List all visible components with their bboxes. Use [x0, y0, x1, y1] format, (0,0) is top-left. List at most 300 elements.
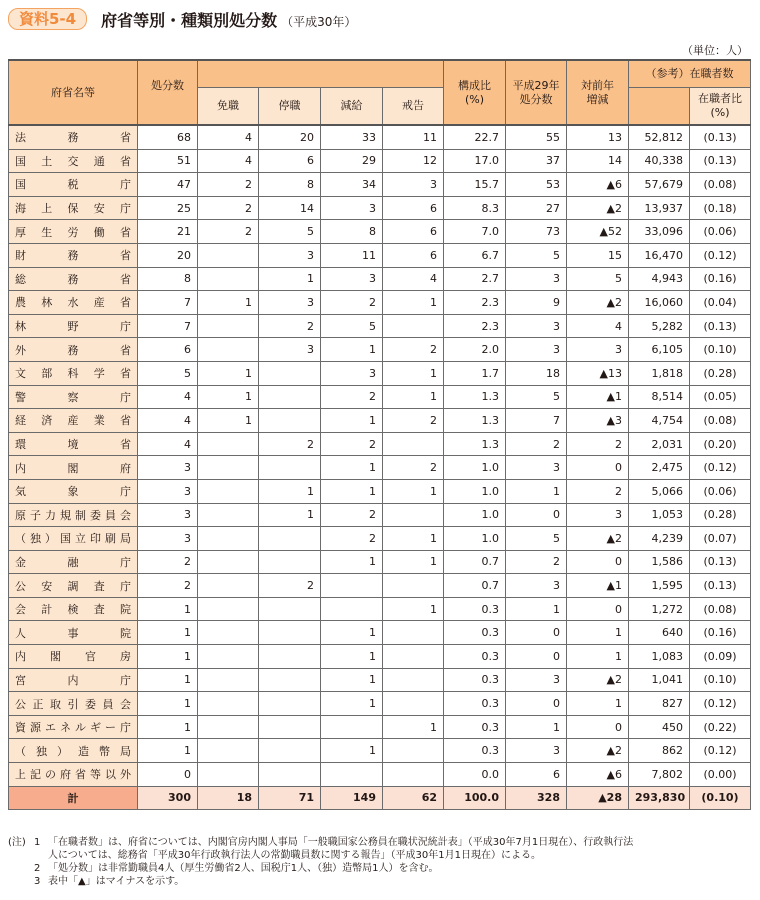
table-row	[9, 597, 751, 621]
cell-agency: 海上保安庁	[9, 196, 138, 220]
cell-total: 25	[138, 196, 198, 220]
cell-change: 2	[567, 432, 629, 456]
cell-reprimand	[383, 314, 444, 338]
cell-staff: 8,514	[629, 385, 690, 409]
cell-prev-year: 55	[506, 125, 567, 149]
cell-staff-ratio: (0.13)	[690, 125, 751, 149]
table-row	[9, 456, 751, 480]
cell-prev-year: 9	[506, 291, 567, 315]
cell-reprimand: 1	[383, 715, 444, 739]
cell-change: ▲1	[567, 574, 629, 598]
cell-total: 3	[138, 527, 198, 551]
cell-pay-cut: 1	[321, 739, 383, 763]
cell-agency: 宮内庁	[9, 668, 138, 692]
cell-change: ▲52	[567, 220, 629, 244]
cell-pay-cut: 149	[321, 786, 383, 810]
cell-staff-ratio: (0.28)	[690, 503, 751, 527]
cell-reprimand: 1	[383, 291, 444, 315]
col-change	[567, 60, 629, 125]
cell-prev-year: 5	[506, 527, 567, 551]
cell-change: 2	[567, 479, 629, 503]
col-staff-ratio	[690, 88, 751, 126]
cell-reprimand: 1	[383, 597, 444, 621]
cell-staff: 13,937	[629, 196, 690, 220]
cell-dismissal	[198, 338, 259, 362]
cell-pay-cut	[321, 574, 383, 598]
cell-change: 14	[567, 149, 629, 173]
cell-reprimand	[383, 763, 444, 787]
cell-staff: 1,083	[629, 645, 690, 669]
cell-suspension: 2	[259, 432, 321, 456]
cell-agency: 林野庁	[9, 314, 138, 338]
cell-staff-ratio: (0.28)	[690, 361, 751, 385]
cell-reprimand: 1	[383, 361, 444, 385]
cell-prev-year: 3	[506, 668, 567, 692]
note-indent	[8, 875, 34, 888]
table-row	[9, 621, 751, 645]
cell-ratio: 1.3	[444, 385, 506, 409]
cell-staff: 52,812	[629, 125, 690, 149]
cell-suspension: 3	[259, 291, 321, 315]
note-number: 2	[34, 863, 41, 874]
cell-total: 1	[138, 597, 198, 621]
cell-agency: 公正取引委員会	[9, 692, 138, 716]
cell-ratio: 1.3	[444, 409, 506, 433]
cell-staff: 827	[629, 692, 690, 716]
cell-change: 0	[567, 456, 629, 480]
table-row	[9, 527, 751, 551]
cell-pay-cut: 2	[321, 432, 383, 456]
cell-dismissal: 1	[198, 385, 259, 409]
cell-pay-cut: 2	[321, 385, 383, 409]
cell-reprimand: 1	[383, 550, 444, 574]
cell-pay-cut: 1	[321, 621, 383, 645]
cell-pay-cut: 2	[321, 527, 383, 551]
cell-dismissal	[198, 574, 259, 598]
table-row	[9, 125, 751, 149]
table-row	[9, 314, 751, 338]
table-row	[9, 409, 751, 433]
cell-dismissal	[198, 739, 259, 763]
cell-prev-year: 328	[506, 786, 567, 810]
cell-change: 1	[567, 621, 629, 645]
cell-dismissal: 4	[198, 125, 259, 149]
cell-pay-cut: 8	[321, 220, 383, 244]
cell-staff-ratio: (0.05)	[690, 385, 751, 409]
cell-agency: 国税庁	[9, 173, 138, 197]
cell-change: ▲2	[567, 739, 629, 763]
cell-staff-ratio: (0.10)	[690, 668, 751, 692]
cell-total: 1	[138, 692, 198, 716]
cell-staff: 1,041	[629, 668, 690, 692]
cell-ratio: 0.7	[444, 550, 506, 574]
cell-agency: 総務省	[9, 267, 138, 291]
cell-suspension	[259, 456, 321, 480]
cell-prev-year: 73	[506, 220, 567, 244]
cell-total: 4	[138, 432, 198, 456]
col-change-line1: 対前年	[581, 78, 614, 92]
cell-dismissal	[198, 715, 259, 739]
cell-agency: 内閣官房	[9, 645, 138, 669]
cell-suspension: 8	[259, 173, 321, 197]
cell-staff: 4,943	[629, 267, 690, 291]
table-row	[9, 668, 751, 692]
cell-suspension	[259, 527, 321, 551]
cell-suspension: 3	[259, 243, 321, 267]
cell-staff: 4,239	[629, 527, 690, 551]
cell-dismissal	[198, 314, 259, 338]
cell-reprimand: 3	[383, 173, 444, 197]
cell-total: 0	[138, 763, 198, 787]
cell-change: ▲2	[567, 291, 629, 315]
col-total: 処分数	[138, 60, 198, 125]
cell-staff-ratio: (0.07)	[690, 527, 751, 551]
cell-total: 68	[138, 125, 198, 149]
table-row	[9, 385, 751, 409]
title-bar	[8, 7, 356, 31]
cell-dismissal	[198, 267, 259, 291]
cell-total: 51	[138, 149, 198, 173]
table-row	[9, 196, 751, 220]
cell-prev-year: 1	[506, 597, 567, 621]
cell-prev-year: 27	[506, 196, 567, 220]
cell-ratio: 0.3	[444, 597, 506, 621]
note-1-line2: 人については、総務省「平成30年行政執行法人の常勤職員数に関する報告」（平成30年1月1日現在）による。	[48, 850, 541, 861]
cell-agency: 外務省	[9, 338, 138, 362]
disciplinary-table	[8, 59, 751, 810]
cell-staff: 1,053	[629, 503, 690, 527]
cell-prev-year: 3	[506, 267, 567, 291]
cell-total: 1	[138, 621, 198, 645]
cell-change: 0	[567, 550, 629, 574]
cell-prev-year: 0	[506, 692, 567, 716]
col-reprimand: 戒告	[383, 88, 444, 126]
col-type-group	[198, 60, 444, 88]
cell-suspension: 6	[259, 149, 321, 173]
cell-pay-cut: 3	[321, 196, 383, 220]
note-text: 表中「▲」はマイナスを示す。	[48, 876, 185, 887]
cell-suspension: 20	[259, 125, 321, 149]
col-staff	[629, 88, 690, 126]
cell-staff-ratio: (0.08)	[690, 597, 751, 621]
cell-ratio: 100.0	[444, 786, 506, 810]
cell-staff-ratio: (0.13)	[690, 574, 751, 598]
cell-staff: 862	[629, 739, 690, 763]
cell-staff: 293,830	[629, 786, 690, 810]
cell-agency: 内閣府	[9, 456, 138, 480]
cell-ratio: 0.3	[444, 692, 506, 716]
cell-staff-ratio: (0.13)	[690, 149, 751, 173]
cell-prev-year: 18	[506, 361, 567, 385]
notes	[8, 836, 756, 888]
cell-dismissal: 1	[198, 291, 259, 315]
cell-ratio: 2.3	[444, 291, 506, 315]
cell-ratio: 0.3	[444, 739, 506, 763]
cell-prev-year: 2	[506, 432, 567, 456]
cell-agency: 文部科学省	[9, 361, 138, 385]
cell-dismissal: 1	[198, 409, 259, 433]
cell-agency: （独）国立印刷局	[9, 527, 138, 551]
cell-staff: 16,470	[629, 243, 690, 267]
cell-ratio: 0.7	[444, 574, 506, 598]
col-staff-ratio-line1: 在職者比	[698, 92, 742, 105]
cell-total: 6	[138, 338, 198, 362]
cell-suspension: 1	[259, 503, 321, 527]
cell-staff: 40,338	[629, 149, 690, 173]
cell-total: 3	[138, 503, 198, 527]
cell-agency: 気象庁	[9, 479, 138, 503]
cell-staff-ratio: (0.10)	[690, 786, 751, 810]
cell-prev-year: 2	[506, 550, 567, 574]
table-row	[9, 550, 751, 574]
document-badge: 資料5-4	[8, 8, 87, 30]
cell-total: 47	[138, 173, 198, 197]
cell-reprimand: 1	[383, 385, 444, 409]
table-row	[9, 338, 751, 362]
cell-ratio: 15.7	[444, 173, 506, 197]
cell-dismissal	[198, 763, 259, 787]
cell-change: ▲28	[567, 786, 629, 810]
table-row	[9, 243, 751, 267]
cell-staff-ratio: (0.12)	[690, 692, 751, 716]
cell-staff-ratio: (0.04)	[690, 291, 751, 315]
cell-prev-year: 3	[506, 574, 567, 598]
cell-total: 8	[138, 267, 198, 291]
cell-prev-year: 7	[506, 409, 567, 433]
cell-ratio: 1.0	[444, 503, 506, 527]
col-staff-group: （参考）在職者数	[629, 60, 751, 88]
cell-total: 1	[138, 668, 198, 692]
cell-pay-cut: 1	[321, 479, 383, 503]
cell-pay-cut	[321, 597, 383, 621]
cell-pay-cut	[321, 763, 383, 787]
cell-reprimand: 11	[383, 125, 444, 149]
cell-staff: 5,066	[629, 479, 690, 503]
cell-dismissal: 2	[198, 220, 259, 244]
cell-staff: 4,754	[629, 409, 690, 433]
cell-agency: 会計検査院	[9, 597, 138, 621]
table-row	[9, 291, 751, 315]
cell-change: 4	[567, 314, 629, 338]
table-row	[9, 503, 751, 527]
cell-staff: 7,802	[629, 763, 690, 787]
note-text: 「処分数」は非常勤職員4人（厚生労働省2人、国税庁1人、（独）造幣局1人）を含む。	[48, 863, 439, 874]
cell-staff-ratio: (0.16)	[690, 267, 751, 291]
cell-change: 3	[567, 338, 629, 362]
cell-suspension	[259, 763, 321, 787]
cell-reprimand	[383, 692, 444, 716]
cell-staff: 33,096	[629, 220, 690, 244]
cell-staff: 16,060	[629, 291, 690, 315]
col-pay-cut: 減給	[321, 88, 383, 126]
cell-total: 7	[138, 314, 198, 338]
cell-pay-cut: 1	[321, 692, 383, 716]
cell-agency: 警察庁	[9, 385, 138, 409]
cell-change: ▲6	[567, 763, 629, 787]
cell-change: 0	[567, 715, 629, 739]
cell-staff-ratio: (0.22)	[690, 715, 751, 739]
cell-reprimand: 2	[383, 338, 444, 362]
cell-total: 4	[138, 409, 198, 433]
cell-agency: 資源エネルギー庁	[9, 715, 138, 739]
col-ratio-line1: 構成比	[458, 78, 491, 92]
note-number: 1	[34, 837, 41, 848]
cell-staff: 6,105	[629, 338, 690, 362]
cell-prev-year: 3	[506, 739, 567, 763]
cell-suspension: 3	[259, 338, 321, 362]
cell-dismissal	[198, 597, 259, 621]
cell-staff-ratio: (0.16)	[690, 621, 751, 645]
cell-pay-cut: 29	[321, 149, 383, 173]
table-row	[9, 574, 751, 598]
cell-suspension	[259, 739, 321, 763]
cell-total: 1	[138, 645, 198, 669]
table-row	[9, 267, 751, 291]
cell-reprimand	[383, 432, 444, 456]
cell-ratio: 7.0	[444, 220, 506, 244]
cell-ratio: 0.0	[444, 763, 506, 787]
col-staff-ratio-line2: (%)	[710, 106, 730, 119]
cell-change: 13	[567, 125, 629, 149]
cell-reprimand: 6	[383, 196, 444, 220]
cell-total: 20	[138, 243, 198, 267]
col-change-line2: 増減	[586, 92, 609, 106]
note-3	[8, 875, 756, 888]
cell-staff: 2,475	[629, 456, 690, 480]
cell-total: 1	[138, 739, 198, 763]
cell-agency: 経済産業省	[9, 409, 138, 433]
cell-change: 5	[567, 267, 629, 291]
cell-agency: 上記の府省等以外	[9, 763, 138, 787]
cell-suspension: 2	[259, 574, 321, 598]
col-prev-line1: 平成29年	[512, 78, 560, 92]
cell-change: 15	[567, 243, 629, 267]
col-ratio-line2: (%)	[464, 92, 485, 106]
cell-ratio: 8.3	[444, 196, 506, 220]
unit-label: （単位：人）	[682, 44, 748, 57]
cell-agency: 金融庁	[9, 550, 138, 574]
cell-pay-cut: 1	[321, 550, 383, 574]
total-row	[9, 786, 751, 810]
cell-total: 21	[138, 220, 198, 244]
cell-dismissal	[198, 503, 259, 527]
cell-total: 300	[138, 786, 198, 810]
cell-staff: 57,679	[629, 173, 690, 197]
cell-dismissal: 2	[198, 196, 259, 220]
page-title	[101, 8, 356, 31]
cell-change: ▲13	[567, 361, 629, 385]
cell-staff-ratio: (0.12)	[690, 456, 751, 480]
note-indent	[8, 862, 34, 875]
cell-pay-cut: 11	[321, 243, 383, 267]
cell-ratio: 1.0	[444, 479, 506, 503]
cell-reprimand	[383, 621, 444, 645]
cell-agency: 公安調査庁	[9, 574, 138, 598]
cell-reprimand	[383, 739, 444, 763]
cell-agency: 国土交通省	[9, 149, 138, 173]
note-2	[8, 862, 756, 875]
cell-reprimand	[383, 668, 444, 692]
cell-prev-year: 0	[506, 503, 567, 527]
cell-suspension: 14	[259, 196, 321, 220]
cell-dismissal: 2	[198, 173, 259, 197]
cell-agency: 環境省	[9, 432, 138, 456]
cell-pay-cut: 1	[321, 409, 383, 433]
cell-staff-ratio: (0.18)	[690, 196, 751, 220]
cell-agency: 計	[9, 786, 138, 810]
cell-change: ▲2	[567, 527, 629, 551]
title-year: （平成30年）	[281, 14, 357, 29]
title-text: 府省等別・種類別処分数	[101, 10, 278, 30]
cell-ratio: 1.0	[444, 456, 506, 480]
cell-change: ▲6	[567, 173, 629, 197]
cell-staff-ratio: (0.09)	[690, 645, 751, 669]
cell-prev-year: 1	[506, 479, 567, 503]
cell-ratio: 2.3	[444, 314, 506, 338]
cell-ratio: 1.7	[444, 361, 506, 385]
cell-total: 4	[138, 385, 198, 409]
cell-total: 1	[138, 715, 198, 739]
table-row	[9, 361, 751, 385]
cell-suspension: 1	[259, 479, 321, 503]
cell-pay-cut: 3	[321, 267, 383, 291]
cell-agency: 人事院	[9, 621, 138, 645]
cell-reprimand: 12	[383, 149, 444, 173]
cell-pay-cut: 2	[321, 291, 383, 315]
cell-prev-year: 0	[506, 645, 567, 669]
cell-prev-year: 37	[506, 149, 567, 173]
cell-reprimand: 62	[383, 786, 444, 810]
table-row	[9, 645, 751, 669]
cell-suspension: 1	[259, 267, 321, 291]
note-text	[48, 836, 756, 862]
cell-suspension	[259, 597, 321, 621]
cell-staff: 2,031	[629, 432, 690, 456]
cell-staff: 640	[629, 621, 690, 645]
cell-change: ▲1	[567, 385, 629, 409]
cell-reprimand	[383, 503, 444, 527]
cell-dismissal	[198, 456, 259, 480]
cell-ratio: 1.0	[444, 527, 506, 551]
cell-suspension: 71	[259, 786, 321, 810]
cell-reprimand	[383, 645, 444, 669]
col-dismissal: 免職	[198, 88, 259, 126]
cell-suspension	[259, 715, 321, 739]
cell-ratio: 1.3	[444, 432, 506, 456]
cell-pay-cut: 1	[321, 338, 383, 362]
cell-ratio: 0.3	[444, 645, 506, 669]
cell-pay-cut: 34	[321, 173, 383, 197]
cell-total: 5	[138, 361, 198, 385]
cell-suspension	[259, 621, 321, 645]
cell-staff: 1,595	[629, 574, 690, 598]
cell-ratio: 6.7	[444, 243, 506, 267]
cell-staff-ratio: (0.20)	[690, 432, 751, 456]
cell-dismissal	[198, 527, 259, 551]
cell-reprimand: 4	[383, 267, 444, 291]
col-agency: 府省名等	[9, 60, 138, 125]
cell-dismissal	[198, 645, 259, 669]
cell-change: ▲2	[567, 668, 629, 692]
cell-total: 7	[138, 291, 198, 315]
cell-dismissal	[198, 668, 259, 692]
cell-change: 0	[567, 597, 629, 621]
cell-ratio: 22.7	[444, 125, 506, 149]
cell-staff: 5,282	[629, 314, 690, 338]
cell-suspension: 5	[259, 220, 321, 244]
cell-suspension	[259, 668, 321, 692]
table-body	[9, 125, 751, 810]
